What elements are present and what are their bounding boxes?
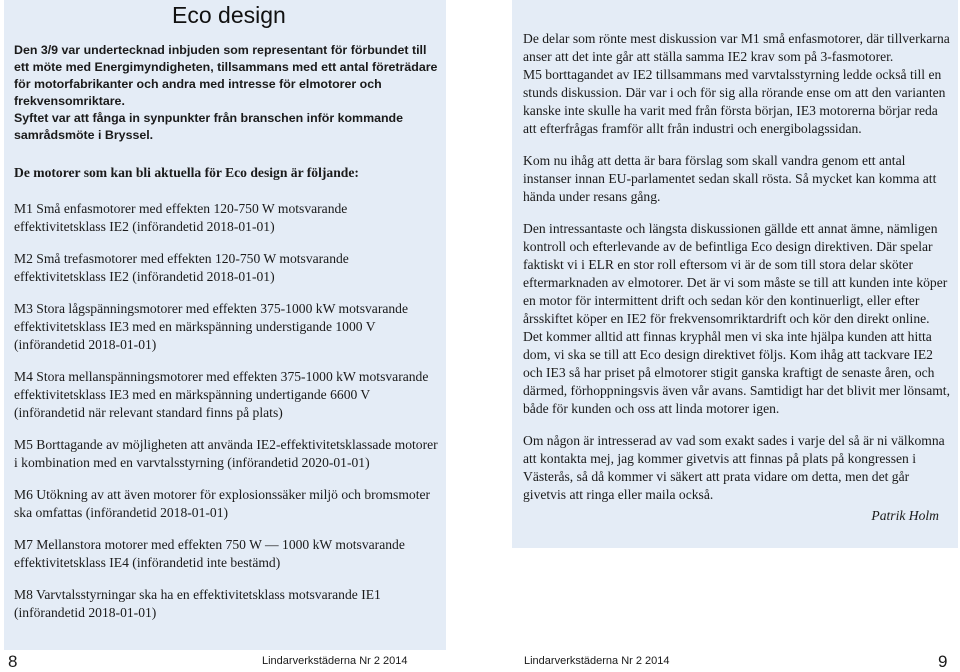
- article-intro: [14, 42, 438, 144]
- left-footer-publication: Lindarverkstäderna Nr 2 2014: [262, 655, 408, 667]
- body-paragraph: Om någon är intresserad av vad som exakt sades i varje del så är ni välkomna att kontakta mej, jag kommer givetvis att finnas på plats på kongressen i Västerås, så då kommer vi säkert att prata vidare om detta, men det går givetvis att ringa eller maila också.: [523, 433, 945, 502]
- author-signature: Patrik Holm: [871, 508, 939, 523]
- intro-paragraph: Den 3/9 var undertecknad inbjuden som representant för förbundet till ett möte med Energimyndigheten, tillsammans med ett antal företrädare för motorfabrikanter och andra med intresse för elmotorer och frekvensomriktare.: [14, 43, 438, 108]
- right-article-column: [523, 30, 951, 525]
- intro-paragraph: Syftet var att fånga in synpunkter från branschen inför kommande samrådsmöte i Bryssel.: [14, 111, 404, 142]
- motor-item: M6 Utökning av att även motorer för explosionssäker miljö och bromsmoter ska omfattas (införandetid 2018-01-01): [14, 487, 431, 520]
- motor-item: M3 Stora lågspänningsmotorer med effekten 375-1000 kW motsvarande effektivitetsklass IE3 med en märkspänning understigande 1000 V (införandetid 2018-01-01): [14, 301, 409, 352]
- motor-list-heading: De motorer som kan bli aktuella för Eco design är följande:: [14, 165, 359, 180]
- left-page-number: 8: [8, 652, 18, 671]
- motor-item: M7 Mellanstora motorer med effekten 750 W — 1000 kW motsvarande effektivitetsklass IE4 (införandetid inte bestämd): [14, 537, 405, 570]
- motor-item: M8 Varvtalsstyrningar ska ha en effektivitetsklass motsvarande IE1 (införandetid 2018-01-01): [14, 587, 381, 620]
- article-title: Eco design: [172, 2, 286, 28]
- motor-item: M4 Stora mellanspänningsmotorer med effekten 375-1000 kW motsvarande effektivitetsklass IE3 med en märkspänning undertigande 6600 V (införandetid när relevant standard finns på plats): [14, 369, 429, 420]
- motor-item: M1 Små enfasmotorer med effekten 120-750 W motsvarande effektivitetsklass IE2 (införandetid 2018-01-01): [14, 201, 348, 234]
- motor-item: M2 Små trefasmotorer med effekten 120-750 W motsvarande effektivitetsklass IE2 (införandetid 2018-01-01): [14, 251, 349, 284]
- body-paragraph: Kom nu ihåg att detta är bara förslag som skall vandra genom ett antal instanser innan EU-parlamentet sedan skall rösta. Så mycket kan komma att hända under resans gång.: [523, 153, 937, 204]
- body-paragraph: Den intressantaste och längsta diskussionen gällde ett annat ämne, nämligen kontroll och efterlevande av de befintliga Eco design direktiven. Där spelar faktiskt vi i ELR en stor roll eftersom vi är de som till stora delar sköter eftermarknaden av elmotorer. Det är vi som måste se till att kunden inte köper en motor för intermittent drift och sedan kör den kontinuerligt, eller efter årsskiftet köper en IE2 för frekvensomriktardrift och kör den direkt online.: [523, 221, 948, 326]
- right-page-number: 9: [938, 652, 948, 671]
- body-paragraph: Det kommer alltid att finnas kryphål men vi ska inte hjälpa kunden att hitta dom, vi ska se till att Eco design direktivet följs. Kom ihåg att tackvare IE2 och IE3 så har priset på elmotorer stigit ganska kraftigt de senaste åren, och därmed, förhoppningsvis även vår avans. Samtidigt har det blivit mer lönsamt, både för kunden och oss att linda motorer igen.: [523, 329, 950, 416]
- motor-list: [14, 200, 440, 636]
- body-paragraph: De delar som rönte mest diskussion var M1 små enfasmotorer, där tillverkarna anser att det inte går att ställa samma IE2 krav som på 3-fasmotorer.: [523, 31, 950, 64]
- right-footer-publication: Lindarverkstäderna Nr 2 2014: [524, 655, 670, 667]
- body-paragraph: M5 borttagandet av IE2 tillsammans med varvtalsstyrning ledde också till en stunds diskussion. Där var i och för sig alla rörande ense om att den varianten kanske inte skulle ha varit med från första början, IE3 motorerna börjar reda att efterfrågas framför allt från industri och energibolagssidan.: [523, 67, 946, 136]
- motor-item: M5 Borttagande av möjligheten att använda IE2-effektivitetsklassade motorer i kombination med en varvtalsstyrning (införandetid 2020-01-01): [14, 437, 438, 470]
